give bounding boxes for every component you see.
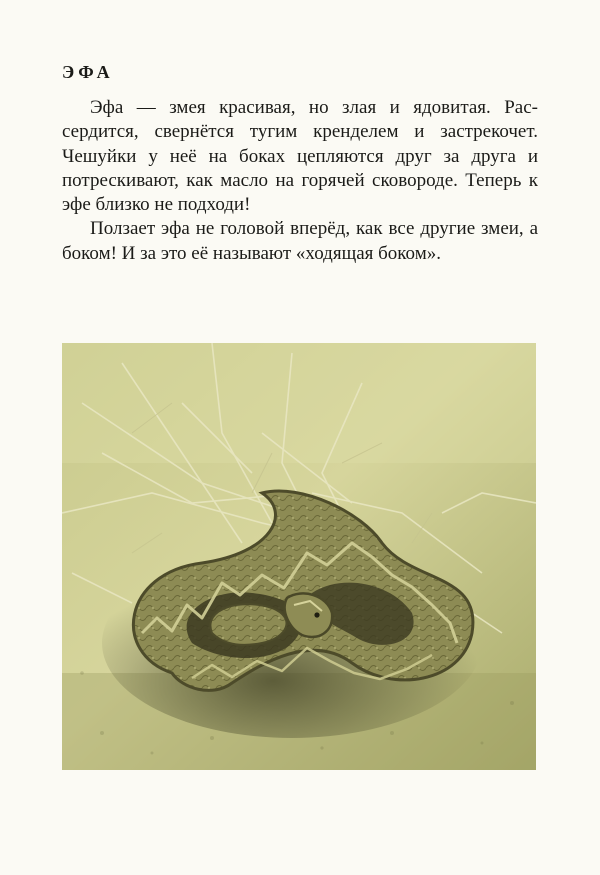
article-title: ЭФА [62, 62, 114, 82]
snake-photo [62, 343, 536, 770]
paragraph-2: Ползает эфа не головой вперёд, как все другие змеи, а боком! И за это её называют «ходящая боком». [62, 218, 538, 264]
coiled-snake-photo-icon [62, 343, 536, 770]
article-body [62, 96, 538, 266]
paragraph-1: Эфа — змея красивая, но злая и ядовитая. Рассердится, свернётся тугим кренделем и застрекочет. Чешуйки у неё на боках цепляются друг за друга и потрескивают, как масло на горячей сковороде. Теперь к эфе близко не подходи! [62, 97, 538, 216]
